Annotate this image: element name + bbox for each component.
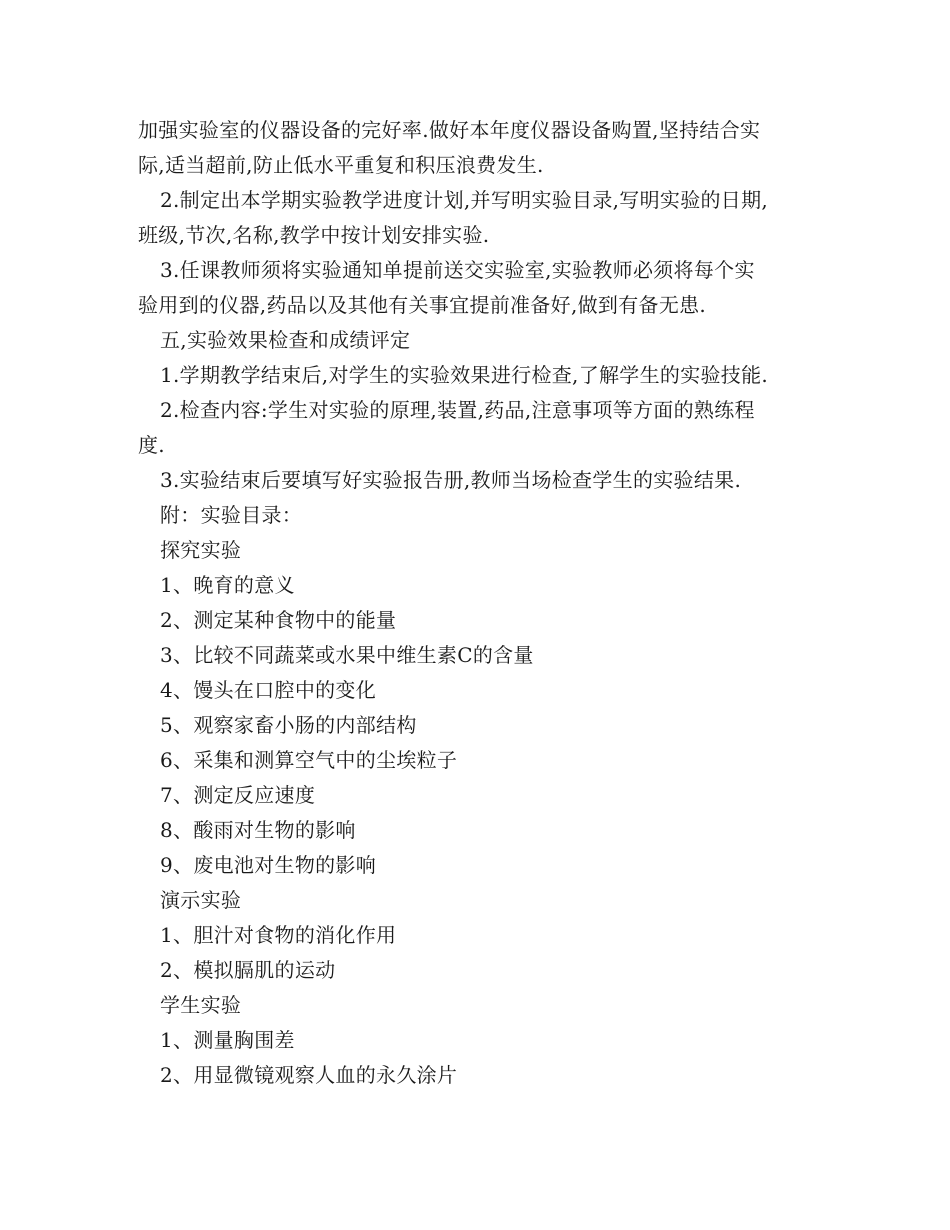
text-line: 际,适当超前,防止低水平重复和积压浪费发生. xyxy=(138,153,544,177)
document-page xyxy=(138,113,818,1093)
text-line: 3.任课教师须将实验通知单提前送交实验室,实验教师必须将每个实 xyxy=(160,258,755,282)
list-item: 1、晚育的意义 xyxy=(160,573,295,597)
category-heading: 学生实验 xyxy=(160,993,242,1017)
list-item: 7、测定反应速度 xyxy=(160,783,316,807)
text-line: 班级,节次,名称,教学中按计划安排实验. xyxy=(138,223,490,247)
paragraph xyxy=(138,113,818,183)
list-item: 4、馒头在口腔中的变化 xyxy=(160,678,377,702)
text-line: 3.实验结束后要填写好实验报告册,教师当场检查学生的实验结果. xyxy=(160,468,742,492)
text-line: 2.检查内容:学生对实验的原理,装置,药品,注意事项等方面的熟练程 xyxy=(160,398,755,422)
list-item: 6、采集和测算空气中的尘埃粒子 xyxy=(160,748,458,772)
list-item: 2、测定某种食物中的能量 xyxy=(160,608,397,632)
section-heading: 五,实验效果检查和成绩评定 xyxy=(160,328,411,352)
list-item: 1、胆汁对食物的消化作用 xyxy=(160,923,397,947)
list-item: 2、用显微镜观察人血的永久涂片 xyxy=(160,1063,458,1087)
list-item: 9、废电池对生物的影响 xyxy=(160,853,377,877)
category-heading: 探究实验 xyxy=(160,538,242,562)
list-item: 1、测量胸围差 xyxy=(160,1028,295,1052)
appendix-heading: 附：实验目录： xyxy=(160,503,303,527)
text-line: 验用到的仪器,药品以及其他有关事宜提前准备好,做到有备无患. xyxy=(138,293,707,317)
text-line: 2.制定出本学期实验教学进度计划,并写明实验目录,写明实验的日期, xyxy=(160,188,769,212)
paragraph xyxy=(138,183,818,253)
paragraph xyxy=(138,253,818,323)
text-line: 度. xyxy=(138,433,165,457)
paragraph xyxy=(138,393,818,463)
text-line: 加强实验室的仪器设备的完好率.做好本年度仪器设备购置,坚持结合实 xyxy=(138,118,761,142)
list-item: 2、模拟膈肌的运动 xyxy=(160,958,336,982)
list-item: 3、比较不同蔬菜或水果中维生素C的含量 xyxy=(160,643,534,667)
list-item: 5、观察家畜小肠的内部结构 xyxy=(160,713,417,737)
list-item: 8、酸雨对生物的影响 xyxy=(160,818,356,842)
text-line: 1.学期教学结束后,对学生的实验效果进行检查,了解学生的实验技能. xyxy=(160,363,769,387)
category-heading: 演示实验 xyxy=(160,888,242,912)
